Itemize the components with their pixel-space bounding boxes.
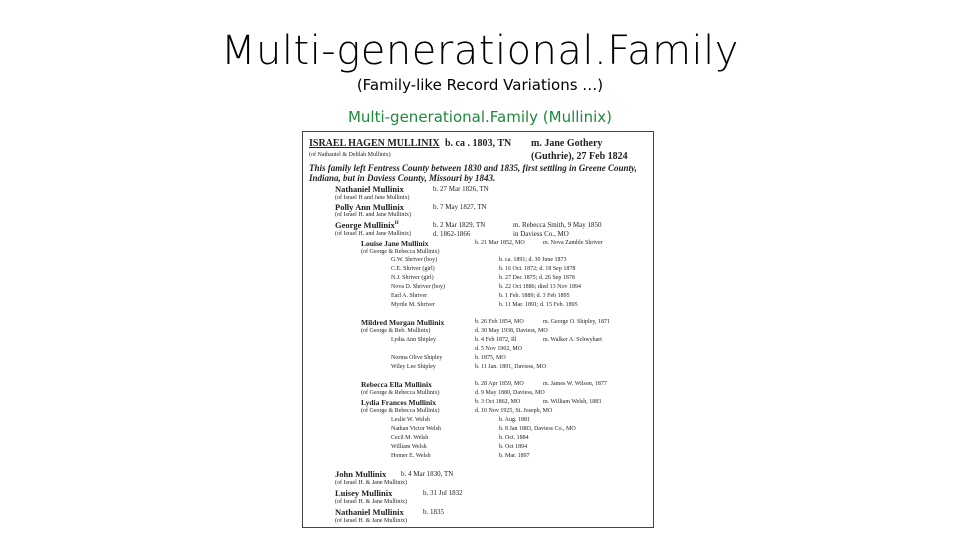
rebecca-death: d. 9 May 1880, Daviess, MO — [475, 390, 545, 396]
george-note: (of Israel H. and Jane Mullinix) — [335, 231, 411, 237]
head-spouse: m. Jane Gothery — [531, 138, 603, 149]
mildred-marriage: m. George O. Shipley, 1871 — [543, 319, 610, 325]
grandchild-name: Myrtle M. Shriver — [391, 302, 435, 308]
child-name: Polly Ann Mullinix — [335, 202, 404, 212]
louise-name: Louise Jane Mullinix — [361, 239, 429, 248]
grandchild-name: Earl A. Shriver — [391, 293, 428, 299]
grandchild-info: b. Oct 1894 — [499, 444, 528, 450]
louise-marriage: m. Nova Zamble Shriver — [543, 240, 603, 246]
lydia-frances-name: Lydia Frances Mullinix — [361, 398, 437, 407]
child-note: (of Israel H. and Jane Mullinix) — [335, 212, 411, 218]
rebecca-birth: b. 28 Apr 1859, MO — [475, 381, 524, 387]
slide-caption: Multi-generational.Family (Mullinix) — [347, 108, 613, 126]
child-name: John Mullinix — [335, 469, 387, 479]
grandchild-info: b. Aug. 1881 — [499, 417, 531, 423]
lydia-frances-note: (of George & Rebecca Mullinix) — [361, 408, 440, 414]
grandchild-name: C.E. Shriver (girl) — [391, 266, 435, 272]
head-parents: (of Nathaniel & Delilah Mullinix) — [309, 152, 391, 158]
grandchild-name: Leslie W. Welsh — [391, 417, 430, 423]
child-info: b. 31 Jul 1832 — [423, 489, 463, 497]
head-name: ISRAEL HAGEN MULLINIX — [309, 138, 440, 149]
mildred-name: Mildred Morgan Mullinix — [361, 318, 445, 327]
grandchild-name: Lydia Ann Shipley — [391, 337, 436, 343]
lydia-frances-marriage: m. William Welsh, 1883 — [543, 399, 602, 405]
grandchild-info: b. 22 Oct 1886; died 13 Nov 1894 — [499, 284, 581, 290]
grandchild-name: Cecil M. Welsh — [391, 435, 429, 441]
grandchild-name: William Welsh — [391, 444, 427, 450]
grandchild-info: b. 16 Oct. 1872; d. 18 Sep 1878 — [499, 266, 576, 272]
george-death: d. 1862-1866 — [433, 230, 471, 238]
child-name: Nathaniel Mullinix — [335, 184, 404, 194]
grandchild-info: b. Mar. 1897 — [499, 453, 530, 459]
louise-note: (of George & Rebecca Mullinix) — [361, 249, 440, 255]
grandchild-info: b. Oct. 1884 — [499, 435, 529, 441]
child-info: b. 4 Mar 1830, TN — [401, 470, 454, 478]
child-note: (of Israel H and Jane Mullinix) — [335, 195, 410, 201]
grandchild-death: d. 5 Nov 1902, MO — [475, 346, 523, 352]
child-note: (of Israel H. & Jane Mullinix) — [335, 480, 407, 486]
george-birth: b. 2 Mar 1829, TN — [433, 221, 486, 229]
lydia-frances-birth: b. 3 Oct 1862, MO — [475, 399, 521, 405]
grandchild-name: Norma Olive Shipley — [391, 355, 443, 361]
grandchild-info: b. 27 Dec 1875; d. 26 Sep 1878 — [499, 275, 575, 281]
head-spouse2: (Guthrie), 27 Feb 1824 — [531, 151, 628, 162]
lydia-frances-death: d. 10 Nov 1925, St. Joseph, MO — [475, 408, 553, 414]
grandchild-name: G.W. Shriver (boy) — [391, 257, 438, 263]
child-info: b. 1835 — [423, 508, 444, 516]
slide-subtitle: (Family-like Record Variations …) — [356, 76, 604, 94]
grandchild-info: b. 1875, MO — [475, 355, 506, 361]
child-name: Luisey Mullinix — [335, 488, 393, 498]
grandchild-name: Nova D. Shriver (boy) — [391, 284, 445, 290]
narrative-line-2: Indiana, but in Daviess County, Missouri by 1843. — [309, 173, 496, 183]
grandchild-name: Wiley Lee Shipley — [391, 364, 436, 370]
grandchild-marriage: m. Walker A. Schwyhart — [543, 337, 602, 343]
child-note: (of Israel H. & Jane Mullinix) — [335, 518, 407, 524]
grandchild-info: b. ca. 1891; d. 30 June 1873 — [499, 257, 567, 263]
grandchild-name: N.J. Shriver (girl) — [391, 275, 434, 281]
grandchild-name: Homer E. Welsh — [391, 453, 431, 459]
narrative-line-1: This family left Fentress County between 1830 and 1835, first settling in Greene County, — [309, 163, 637, 173]
grandchild-info: b. 11 Jan. 1891, Daviess, MO — [475, 364, 546, 370]
grandchild-info: b. 1 Feb. 1889; d. 3 Feb 1895 — [499, 293, 570, 299]
slide-title: Multi-generational.Family — [221, 28, 739, 74]
family-record-document — [302, 131, 654, 528]
child-info: b. 7 May 1827, TN — [433, 203, 487, 211]
child-name: Nathaniel Mullinix — [335, 507, 404, 517]
george-name: George Mullinix$^H$ — [335, 220, 399, 230]
mildred-death: d. 30 May 1938, Daviess, MO — [475, 328, 548, 334]
head-birth: b. ca . 1803, TN — [445, 138, 512, 149]
mildred-note: (of George & Reb. Mullinix) — [361, 328, 431, 334]
rebecca-marriage: m. James W. Wilson, 1877 — [543, 381, 607, 387]
child-info: b. 27 Mar 1826, TN — [433, 185, 489, 193]
louise-birth: b. 21 Mar 1852, MO — [475, 240, 525, 246]
rebecca-note: (of George & Rebecca Mullinix) — [361, 390, 440, 396]
grandchild-info: b. 11 Mar. 1891; d. 15 Feb. 1895 — [499, 302, 578, 308]
mildred-birth: b. 26 Feb 1854, MO — [475, 319, 524, 325]
rebecca-name: Rebecca Ella Mullinix — [361, 380, 432, 389]
george-place: in Daviess Co., MO — [513, 230, 569, 238]
grandchild-info: b. 8 Jan 1883, Daviess Co., MO — [499, 426, 576, 432]
grandchild-name: Nathan Victor Welsh — [391, 426, 441, 432]
child-note: (of Israel H. & Jane Mullinix) — [335, 499, 407, 505]
george-marriage: m. Rebecca Smith, 9 May 1850 — [513, 221, 602, 229]
grandchild-info: b. 4 Feb 1872, Ill — [475, 337, 517, 343]
